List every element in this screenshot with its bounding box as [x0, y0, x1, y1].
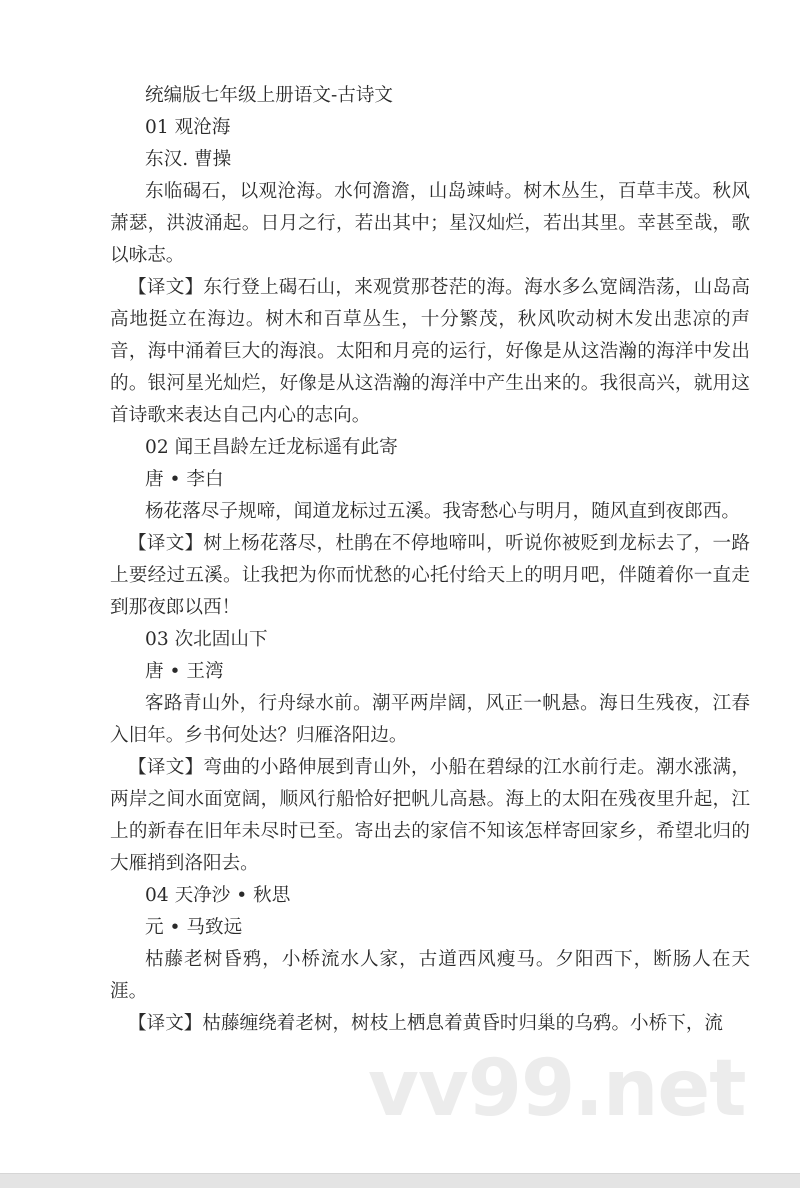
document-title: 统编版七年级上册语文-古诗文: [145, 85, 394, 106]
poem-heading: 04 天净沙 • 秋思: [145, 885, 291, 906]
poem-heading: 02 闻王昌龄左迁龙标遥有此寄: [145, 437, 398, 458]
poem-text: 枯藤老树昏鸦，小桥流水人家，古道西风瘦马。夕阳西下，断肠人在天涯。: [110, 949, 750, 1002]
poem-author: 元 • 马致远: [145, 917, 243, 938]
poem-text: 杨花落尽子规啼，闻道龙标过五溪。我寄愁心与明月，随风直到夜郎西。: [145, 501, 741, 522]
poem-author: 唐 • 李白: [145, 469, 224, 490]
poem-heading: 01 观沧海: [145, 117, 231, 138]
poem-author: 东汉. 曹操: [145, 149, 232, 170]
document-page: [110, 0, 750, 1188]
watermark: vv99.net: [368, 1044, 746, 1134]
poem-translation: 【译文】树上杨花落尽，杜鹃在不停地啼叫，听说你被贬到龙标去了，一路上要经过五溪。让我把为你而忧愁的心托付给天上的明月吧，伴随着你一直走到那夜郎以西！: [110, 533, 750, 618]
page-bottom-bar: [0, 1173, 800, 1188]
poem-translation: 【译文】弯曲的小路伸展到青山外，小船在碧绿的江水前行走。潮水涨满，两岸之间水面宽阔，顺风行船恰好把帆儿高悬。海上的太阳在残夜里升起，江上的新春在旧年未尽时已至。寄出去的家信不知该怎样寄回家乡，希望北归的大雁捎到洛阳去。: [110, 757, 750, 874]
poem-text: 东临碣石，以观沧海。水何澹澹，山岛竦峙。树木丛生，百草丰茂。秋风萧瑟，洪波涌起。日月之行，若出其中；星汉灿烂，若出其里。幸甚至哉，歌以咏志。: [110, 181, 750, 266]
poem-translation: 【译文】东行登上碣石山，来观赏那苍茫的海。海水多么宽阔浩荡，山岛高高地挺立在海边。树木和百草丛生，十分繁茂，秋风吹动树木发出悲凉的声音，海中涌着巨大的海浪。太阳和月亮的运行，好像是从这浩瀚的海洋中发出的。银河星光灿烂，好像是从这浩瀚的海洋中产生出来的。我很高兴，就用这首诗歌来表达自己内心的志向。: [110, 277, 750, 426]
poem-translation: 【译文】枯藤缠绕着老树，树枝上栖息着黄昏时归巢的乌鸦。小桥下，流: [128, 1013, 724, 1034]
poem-text: 客路青山外，行舟绿水前。潮平两岸阔，风正一帆悬。海日生残夜，江春入旧年。乡书何处达？归雁洛阳边。: [110, 693, 750, 746]
poem-author: 唐 • 王湾: [145, 661, 224, 682]
poem-heading: 03 次北固山下: [145, 629, 268, 650]
